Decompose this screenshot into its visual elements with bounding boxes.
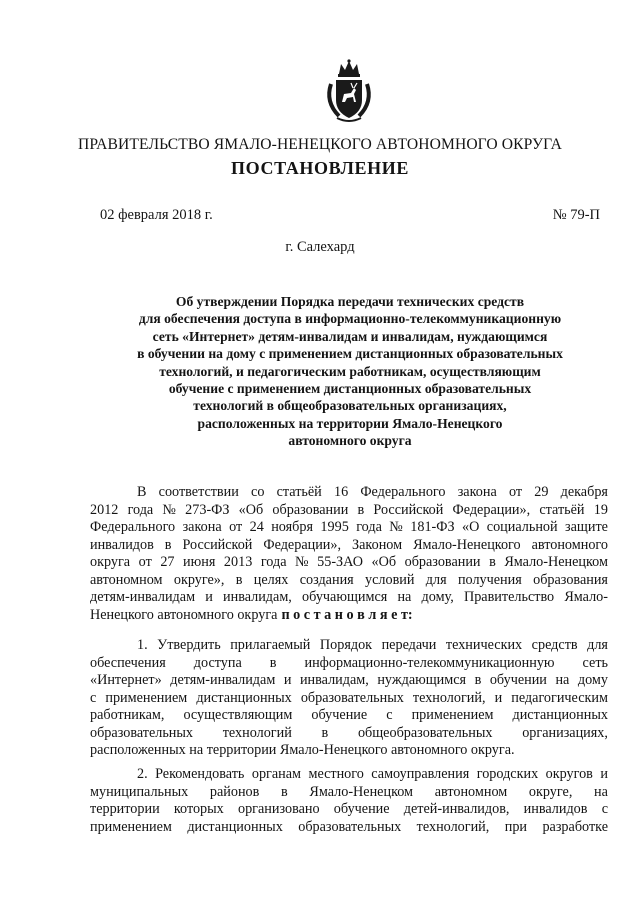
word: инвалидам, <box>223 589 292 605</box>
word: образовательных <box>300 689 404 706</box>
paragraph-line <box>90 637 608 655</box>
paragraph-line <box>90 554 608 572</box>
word: автономного <box>531 536 608 553</box>
paragraph-preamble <box>90 484 608 624</box>
word: для <box>425 571 447 588</box>
word: доступа <box>193 654 242 671</box>
word: применением <box>90 818 172 835</box>
title-line: сеть «Интернет» детям-инвалидам и инвалидам, нуждающимся <box>152 328 548 344</box>
title-line: автономного округа <box>288 433 412 449</box>
word: сеть <box>582 654 608 671</box>
word: на <box>555 672 570 688</box>
word: «Об <box>238 501 264 518</box>
word: инвалидам, <box>299 672 369 688</box>
word: передачи <box>381 637 437 653</box>
word: 19 <box>593 501 608 518</box>
title-line: технологий, и педагогическим работникам, осуществляющим <box>159 363 541 379</box>
paragraph-line-text: расположенных на территории Ямало-Ненецкого автономного округа. <box>90 742 515 758</box>
paragraph-line <box>90 607 608 625</box>
word: Российской <box>182 536 253 553</box>
word: В <box>137 484 147 500</box>
word: инвалидов <box>523 801 588 817</box>
word: Ямало- <box>564 589 608 605</box>
word: 273-ФЗ <box>185 501 230 518</box>
word: на <box>594 783 608 800</box>
word: округов <box>545 766 593 782</box>
paragraph-line <box>90 519 608 537</box>
word: и <box>283 672 292 688</box>
word: детям-инвалидам <box>90 589 196 605</box>
word: в <box>357 501 365 518</box>
word: 29 <box>534 484 549 500</box>
word: применением <box>411 707 494 723</box>
word: образовании <box>404 554 481 570</box>
word: 24 <box>249 519 264 535</box>
word: Федерального <box>360 484 446 500</box>
word: 2012 <box>90 501 119 518</box>
word: средств <box>531 637 578 653</box>
word: защите <box>565 519 608 535</box>
title-line: расположенных на территории Ямало-Ненецкого <box>197 415 503 431</box>
word: технологий, <box>416 818 490 835</box>
word: Законом <box>352 536 403 553</box>
word: в <box>269 654 277 671</box>
word: самоуправления <box>371 766 470 782</box>
word: Рекомендовать <box>155 766 245 782</box>
document-number: № 79-П <box>552 207 600 223</box>
word: «О <box>462 519 480 535</box>
word: закона <box>182 519 222 535</box>
paragraph-line <box>90 707 608 725</box>
word: разработке <box>542 818 608 835</box>
document-title <box>90 293 610 450</box>
paragraph-line <box>90 801 608 819</box>
word: с <box>386 707 393 723</box>
word: в <box>164 536 172 553</box>
word: 55-ЗАО <box>317 554 363 570</box>
word: в <box>321 724 329 741</box>
word: детей-инвалидов, <box>403 801 510 817</box>
word: округе, <box>528 783 573 800</box>
paragraph-line <box>90 655 608 673</box>
word: Ямало-Ненецком <box>309 783 414 800</box>
word: с <box>601 801 608 817</box>
word: года <box>127 501 154 518</box>
word: обучении <box>489 672 547 688</box>
word: органам <box>251 766 302 782</box>
word: Порядок <box>319 637 373 653</box>
government-name: ПРАВИТЕЛЬСТВО ЯМАЛО-НЕНЕЦКОГО АВТОНОМНОГО ОКРУГА <box>78 136 562 153</box>
word: соответствии <box>158 484 239 500</box>
word: Российской <box>373 501 444 518</box>
word: общеобразовательных <box>357 724 493 741</box>
word: информационно-телекоммуникационную <box>304 654 555 671</box>
title-line: Об утверждении Порядка передачи технических средств <box>175 294 525 309</box>
word: декабря <box>560 484 608 500</box>
word: городских <box>476 766 539 782</box>
word: технологий, <box>412 689 486 706</box>
word: от <box>508 484 523 500</box>
word: и <box>600 766 608 782</box>
word: Ямало-Ненецкого <box>413 536 521 553</box>
word: организациях, <box>522 724 608 741</box>
word: муниципальных <box>90 783 189 800</box>
paragraph-item-1 <box>90 637 608 760</box>
word: районов <box>209 783 260 800</box>
word: дому <box>577 672 608 688</box>
coat-of-arms-emblem <box>319 58 379 124</box>
word: получения <box>457 571 522 588</box>
word: на <box>397 589 412 605</box>
word: № <box>295 554 309 570</box>
word: с <box>90 689 97 706</box>
paragraph-line <box>90 742 608 760</box>
word: применением <box>105 689 188 706</box>
word: осуществляющим <box>183 707 293 723</box>
word: целях <box>253 571 289 588</box>
word: обучение <box>333 801 390 817</box>
word: «Об <box>371 554 397 570</box>
word: обеспечения <box>90 654 166 671</box>
title-line: в обучении на дому с применением дистанционных образовательных <box>137 346 563 362</box>
word: технических <box>445 637 523 653</box>
paragraph-line <box>90 572 608 590</box>
word: образования <box>533 571 608 588</box>
word: детям-инвалидам <box>170 672 276 688</box>
word: и <box>494 689 503 706</box>
word: ноября <box>271 519 313 535</box>
word: статьёй <box>276 484 322 500</box>
word: № <box>389 519 403 535</box>
word: при <box>504 818 528 835</box>
word: года <box>260 554 287 570</box>
word: в <box>235 571 243 588</box>
title-line: для обеспечения доступа в информационно-телекоммуникационную <box>138 311 562 327</box>
word: дому, <box>421 589 454 605</box>
word: создания <box>299 571 354 588</box>
word: образовании <box>272 501 349 518</box>
paragraph-line <box>90 672 608 690</box>
word: Правительство <box>463 589 555 605</box>
word: дистанционных <box>196 689 292 706</box>
word: 181-ФЗ <box>410 519 455 535</box>
paragraph-line <box>90 484 608 502</box>
word: от <box>229 519 243 535</box>
word: обучающимся <box>302 589 388 605</box>
word: организовано <box>237 801 320 817</box>
paragraph-line <box>90 766 608 784</box>
word: образовательных <box>298 818 402 835</box>
word: автономном <box>90 571 163 588</box>
paragraph-line <box>90 725 608 743</box>
word: в <box>474 672 482 688</box>
word: статьёй <box>539 501 585 518</box>
decree-word: п о с т а н о в л я е т: <box>281 606 413 623</box>
paragraph-line <box>90 502 608 520</box>
word: Ямало-Ненецком <box>504 554 608 570</box>
word: в <box>281 783 288 800</box>
word: округа <box>90 554 131 570</box>
document-city: г. Салехард <box>285 239 355 255</box>
title-line: обучение с применением дистанционных образовательных <box>168 381 532 397</box>
word: педагогическим <box>511 689 608 706</box>
word: 27 <box>160 554 175 570</box>
word: 2013 <box>223 554 253 570</box>
word: местного <box>308 766 364 782</box>
word: со <box>251 484 265 500</box>
word: июня <box>183 554 216 570</box>
word: социальной <box>486 519 558 535</box>
word: технологий <box>222 724 292 741</box>
word: условий <box>365 571 415 588</box>
word: года <box>356 519 382 535</box>
word: округе», <box>173 571 225 588</box>
word: Федерации», <box>452 501 531 518</box>
word: нуждающимся <box>377 672 467 688</box>
word: работникам, <box>90 707 165 723</box>
word: обучение <box>311 707 368 723</box>
word: дистанционных <box>512 707 608 723</box>
word: дистанционных <box>187 818 283 835</box>
paragraph-line-text: Ненецкого автономного округа <box>90 606 278 623</box>
word: 16 <box>333 484 349 500</box>
word: для <box>587 637 608 653</box>
word: которых <box>173 801 224 817</box>
word: 1995 <box>320 519 349 535</box>
paragraph-line <box>90 690 608 708</box>
word: 1. <box>137 637 148 653</box>
word: 2. <box>137 766 148 782</box>
title-line: технологий в общеобразовательных организациях, <box>193 398 507 414</box>
word: Федерального <box>90 519 176 535</box>
word: закона <box>457 484 497 500</box>
document-type: ПОСТАНОВЛЕНИЕ <box>231 158 409 178</box>
paragraph-line <box>90 537 608 555</box>
word: № <box>162 501 176 518</box>
word: «Интернет» <box>90 672 162 688</box>
word: от <box>138 554 152 570</box>
word: прилагаемый <box>230 637 311 653</box>
paragraph-item-2 <box>90 766 608 836</box>
word: Утвердить <box>157 637 221 653</box>
word: образовательных <box>90 724 194 741</box>
word: Федерации», <box>263 536 342 553</box>
paragraph-line <box>90 819 608 837</box>
word: и <box>205 589 213 605</box>
paragraph-line <box>90 589 608 607</box>
word: инвалидов <box>90 536 154 553</box>
paragraph-line <box>90 784 608 802</box>
document-date: 02 февраля 2018 г. <box>100 207 213 223</box>
word: в <box>489 554 496 570</box>
word: территории <box>90 801 160 817</box>
word: автономном <box>434 783 508 800</box>
